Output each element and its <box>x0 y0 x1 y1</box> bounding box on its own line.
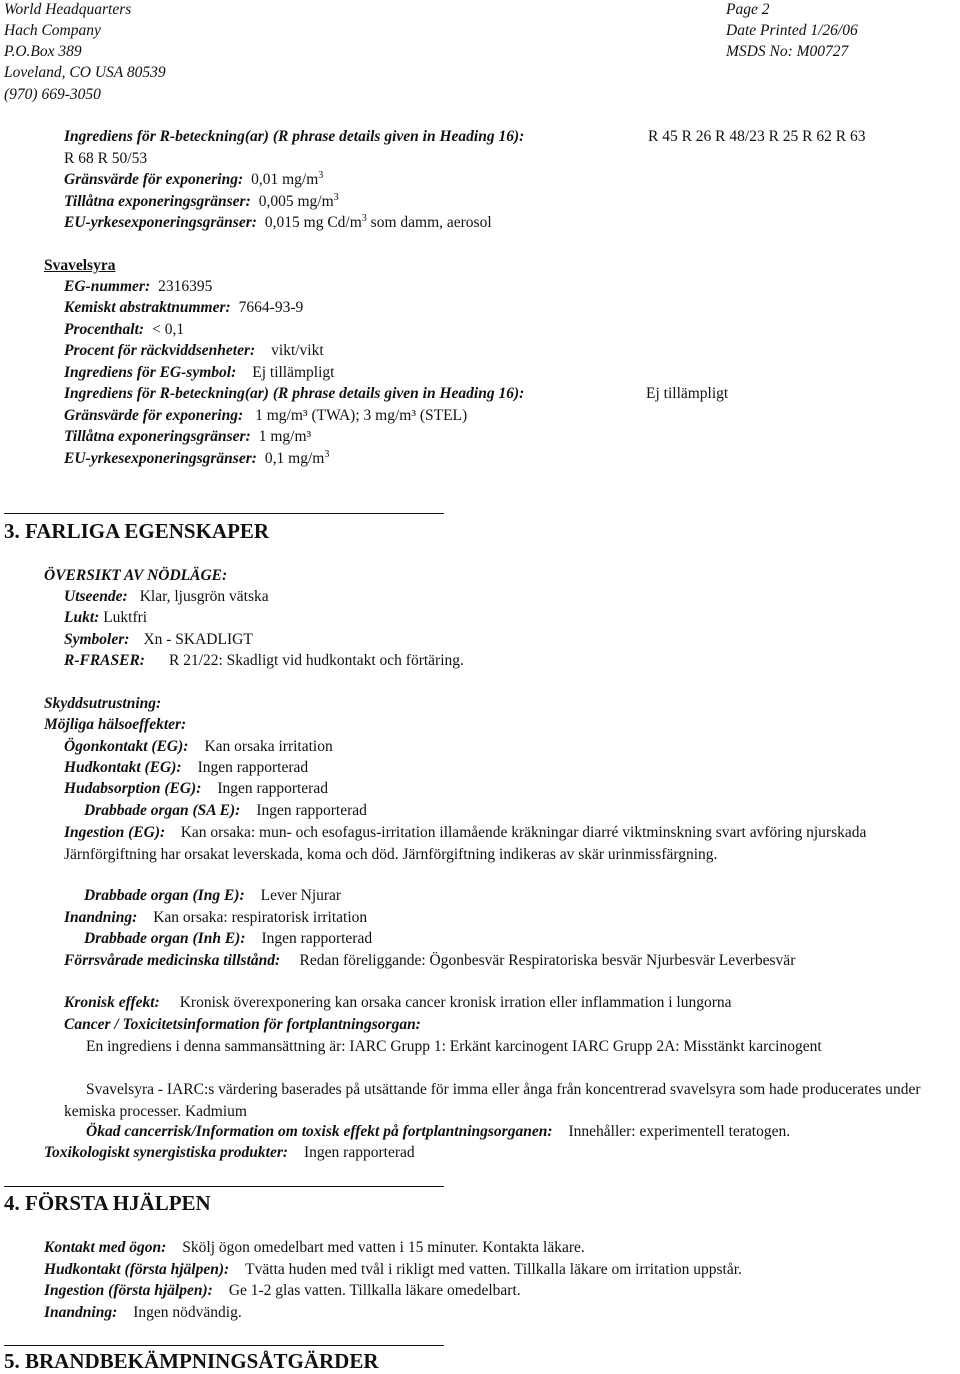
reproductive-effect-value: Innehåller: experimentell teratogen. <box>568 1123 791 1140</box>
eu-exposure-row <box>64 213 492 233</box>
target-organs-se-value: Ingen rapporterad <box>256 802 367 819</box>
cancer-info-label: Cancer / Toxicitetsinformation för fortplantningsorgan: <box>64 1016 421 1033</box>
r-phrase-value: R 45 R 26 R 48/23 R 25 R 62 R 63 <box>648 128 866 145</box>
odor-value: Luktfri <box>103 609 148 626</box>
cancer-paragraph-2: Svavelsyra - IARC:s värdering baserades på utsättande för imma eller ånga från koncentrerad svavelsyra som hade producerates under kemiska processer. Kadmium <box>64 1081 921 1120</box>
first-aid-inhalation-label: Inandning: <box>44 1304 118 1321</box>
permitted-exposure-value-2: 1 mg/m³ <box>258 428 312 445</box>
header-company-line-4: Loveland, CO USA 80539 <box>4 64 166 81</box>
header-date-printed: Date Printed 1/26/06 <box>726 22 858 39</box>
appearance-value: Klar, ljusgrön vätska <box>139 588 269 605</box>
header-page-number: Page 2 <box>726 1 770 18</box>
ingestion-value: Kan orsaka: mun- och esofagus-irritation illamående kräkningar diarré viktminskning svart avföring njurskada Järnförgiftning har orsakat leverskada, koma och död. Järnförgiftning indikeras av skär urinmissfärgning. <box>64 824 867 863</box>
inhalation-label: Inandning: <box>64 909 138 926</box>
ec-symbol-row <box>64 363 334 383</box>
permitted-exposure-row-2 <box>64 427 311 447</box>
eu-exposure-label: EU-yrkesexponeringsgränser: <box>64 214 257 231</box>
section-divider <box>4 1186 444 1187</box>
ingestion-label: Ingestion (EG): <box>64 824 166 841</box>
first-aid-ingestion-row <box>44 1281 521 1301</box>
superscript: 3 <box>318 170 324 181</box>
eu-exposure-value-2: 0,1 mg/m <box>264 450 325 467</box>
target-organs-se-row <box>84 801 367 821</box>
cancer-paragraph-1: En ingrediens i denna sammansättning är: IARC Grupp 1: Erkänt karcinogent IARC Grupp 2A: Misstänkt karcinogent <box>86 1038 822 1055</box>
target-organs-se-label: Drabbade organ (SA E): <box>84 802 241 819</box>
target-organs-inh-value: Ingen rapporterad <box>261 930 373 947</box>
odor-row <box>64 608 147 628</box>
percent-unit-label: Procent för räckviddsenheter: <box>64 342 256 359</box>
r-phrases-label: R-FRASER: <box>64 652 145 669</box>
section-3-heading: 3. FARLIGA EGENSKAPER <box>4 519 270 543</box>
superscript: 3 <box>324 449 330 460</box>
cas-number-row <box>64 298 303 318</box>
cas-number-label: Kemiskt abstraktnummer: <box>64 299 231 316</box>
percent-row <box>64 320 184 340</box>
symbols-row <box>64 630 253 650</box>
medical-conditions-value: Redan föreliggande: Ögonbesvär Respiratoriska besvär Njurbesvär Leverbesvär <box>299 952 796 969</box>
eu-exposure-value: 0,015 mg Cd/m <box>264 214 362 231</box>
r-phrases-row <box>64 651 464 671</box>
section-5-heading: 5. BRANDBEKÄMPNINGSÅTGÄRDER <box>4 1349 379 1373</box>
reproductive-effect-label: Ökad cancerrisk/Information om toxisk effekt på fortplantningsorganen: <box>86 1123 553 1140</box>
medical-conditions-label: Förrsvårade medicinska tillstånd: <box>64 952 281 969</box>
chronic-effect-row <box>64 993 732 1013</box>
r-phrase-label-2: Ingrediens för R-beteckning(ar) (R phrase details given in Heading 16): <box>64 385 525 402</box>
appearance-label: Utseende: <box>64 588 128 605</box>
ec-number-value: 2316395 <box>158 278 213 295</box>
ingredient-title: Svavelsyra <box>44 257 116 274</box>
first-aid-eye-row <box>44 1238 585 1258</box>
header-company-line-1: World Headquarters <box>4 1 132 18</box>
ec-symbol-value: Ej tillämpligt <box>252 364 335 381</box>
target-organs-inh-label: Drabbade organ (Inh E): <box>84 930 246 947</box>
header-company-line-3: P.O.Box 389 <box>4 43 82 60</box>
percent-value: < 0,1 <box>152 321 185 338</box>
odor-label: Lukt: <box>64 609 100 626</box>
first-aid-eye-value: Skölj ögon omedelbart med vatten i 15 minuter. Kontakta läkare. <box>182 1239 585 1256</box>
exposure-limit-row-2 <box>64 406 467 426</box>
section-4-heading: 4. FÖRSTA HJÄLPEN <box>4 1191 211 1215</box>
header-company-line-2: Hach Company <box>4 22 101 39</box>
target-organs-ing-row <box>84 886 341 906</box>
symbols-label: Symboler: <box>64 631 130 648</box>
eu-exposure-suffix: som damm, aerosol <box>370 214 492 231</box>
skin-contact-row <box>64 758 308 778</box>
medical-conditions-paragraph <box>64 950 924 972</box>
eye-contact-value: Kan orsaka irritation <box>204 738 333 755</box>
first-aid-ingestion-label: Ingestion (första hjälpen): <box>44 1282 213 1299</box>
emergency-overview-label: ÖVERSIKT AV NÖDLÄGE: <box>44 567 228 584</box>
header-msds-number: MSDS No: M00727 <box>726 43 849 60</box>
target-organs-ing-label: Drabbade organ (Ing E): <box>84 887 245 904</box>
eu-exposure-label-2: EU-yrkesexponeringsgränser: <box>64 450 257 467</box>
r-phrase-value-cont: R 68 R 50/53 <box>64 150 148 167</box>
eu-exposure-row-2 <box>64 449 329 469</box>
percent-label: Procenthalt: <box>64 321 145 338</box>
synergistic-row <box>44 1143 415 1163</box>
first-aid-skin-value: Tvätta huden med tvål i rikligt med vatten. Tillkalla läkare om irritation uppstår. <box>245 1261 742 1278</box>
exposure-limit-label-2: Gränsvärde för exponering: <box>64 407 244 424</box>
skin-absorption-label: Hudabsorption (EG): <box>64 780 202 797</box>
ec-symbol-label: Ingrediens för EG-symbol: <box>64 364 237 381</box>
skin-absorption-row <box>64 779 328 799</box>
eye-contact-label: Ögonkontakt (EG): <box>64 738 189 755</box>
first-aid-skin-label: Hudkontakt (första hjälpen): <box>44 1261 230 1278</box>
first-aid-ingestion-value: Ge 1-2 glas vatten. Tillkalla läkare omedelbart. <box>228 1282 521 1299</box>
r-phrase-row <box>64 127 524 147</box>
cas-number-value: 7664-93-9 <box>238 299 304 316</box>
symbols-value: Xn - SKADLIGT <box>143 631 253 648</box>
section-divider <box>4 1345 444 1346</box>
percent-unit-value: vikt/vikt <box>271 342 324 359</box>
health-effects-label: Möjliga hälsoeffekter: <box>44 716 187 733</box>
skin-contact-value: Ingen rapporterad <box>197 759 309 776</box>
permitted-exposure-label-2: Tillåtna exponeringsgränser: <box>64 428 251 445</box>
target-organs-ing-value: Lever Njurar <box>260 887 342 904</box>
superscript: 3 <box>361 213 367 224</box>
percent-unit-row <box>64 341 324 361</box>
appearance-row <box>64 587 269 607</box>
header-company-line-5: (970) 669-3050 <box>4 86 101 103</box>
first-aid-inhalation-value: Ingen nödvändig. <box>133 1304 242 1321</box>
superscript: 3 <box>333 192 339 203</box>
protective-equipment-label: Skyddsutrustning: <box>44 695 162 712</box>
ec-number-row <box>64 277 212 297</box>
section-divider <box>4 513 444 514</box>
synergistic-label: Toxikologiskt synergistiska produkter: <box>44 1144 289 1161</box>
exposure-limit-row <box>64 170 323 190</box>
permitted-exposure-label: Tillåtna exponeringsgränser: <box>64 193 251 210</box>
target-organs-inh-row <box>84 929 372 949</box>
skin-absorption-value: Ingen rapporterad <box>217 780 328 797</box>
r-phrases-value: R 21/22: Skadligt vid hudkontakt och förtäring. <box>168 652 464 669</box>
synergistic-value: Ingen rapporterad <box>304 1144 415 1161</box>
permitted-exposure-row <box>64 192 339 212</box>
first-aid-inhalation-row <box>44 1303 242 1323</box>
chronic-effect-value: Kronisk överexponering kan orsaka cancer kronisk irration eller inflammation i lungorna <box>179 994 732 1011</box>
exposure-limit-label: Gränsvärde för exponering: <box>64 171 244 188</box>
chronic-effect-label: Kronisk effekt: <box>64 994 160 1011</box>
reproductive-effect-row <box>86 1122 790 1142</box>
eye-contact-row <box>64 737 333 757</box>
ec-number-label: EG-nummer: <box>64 278 151 295</box>
inhalation-value: Kan orsaka: respiratorisk irritation <box>153 909 368 926</box>
skin-contact-label: Hudkontakt (EG): <box>64 759 182 776</box>
r-phrase-value-2: Ej tillämpligt <box>646 385 729 402</box>
r-phrase-label: Ingrediens för R-beteckning(ar) (R phrase details given in Heading 16): <box>64 128 525 145</box>
first-aid-eye-label: Kontakt med ögon: <box>44 1239 167 1256</box>
exposure-limit-value-2: 1 mg/m³ (TWA); 3 mg/m³ (STEL) <box>255 407 468 424</box>
permitted-exposure-value: 0,005 mg/m <box>258 193 334 210</box>
exposure-limit-value: 0,01 mg/m <box>251 171 319 188</box>
first-aid-skin-row <box>44 1260 742 1280</box>
inhalation-row <box>64 908 367 928</box>
ingestion-paragraph <box>64 822 956 865</box>
